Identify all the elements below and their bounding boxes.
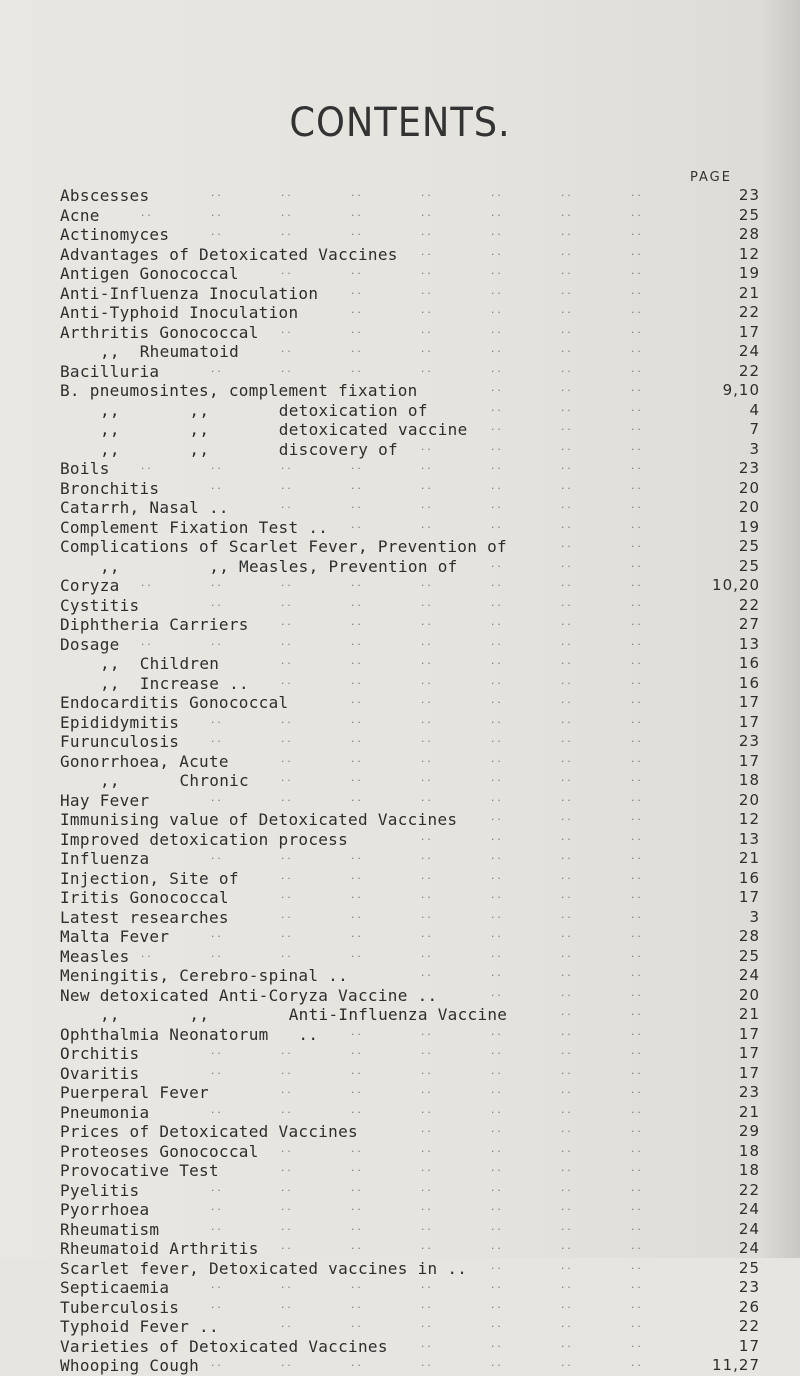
leader-dots: .. .. .. .. .. <box>350 306 643 316</box>
entry-page-number: 12 <box>738 244 760 263</box>
entry-page-number: 11,27 <box>712 1356 760 1374</box>
entry-page-number: 19 <box>738 264 760 282</box>
leader-dots: .. .. .. .. .. .. .. .. <box>140 637 643 648</box>
entry-page-number: 25 <box>738 946 760 965</box>
leader-dots: .. .. .. .. .. .. .. <box>210 1066 643 1077</box>
entry-title: Gonorrhoea, Acute <box>60 751 229 771</box>
leader-dots: .. .. .. <box>490 423 643 433</box>
entry-page-number: 24 <box>738 342 760 360</box>
contents-entry <box>60 849 760 869</box>
leader-dots: .. .. .. .. .. .. <box>280 267 643 277</box>
entry-title: Acne <box>60 205 100 225</box>
leader-dots: .. .. .. .. .. <box>350 286 643 297</box>
leader-dots: .. .. .. .. .. .. .. <box>210 735 643 745</box>
entry-page-number: 20 <box>738 790 760 809</box>
entry-title: Advantages of Detoxicated Vaccines <box>60 244 398 264</box>
contents-entry <box>60 830 760 850</box>
entry-page-number: 21 <box>738 283 760 302</box>
leader-dots: .. .. .. .. .. .. <box>280 657 643 667</box>
contents-entry <box>60 713 760 733</box>
entry-title: Septicaemia <box>60 1278 170 1297</box>
entry-page-number: 23 <box>738 459 760 477</box>
entry-title: ,, Rheumatoid <box>100 342 240 361</box>
entry-title: Complications of Scarlet Fever, Prevention of <box>60 537 507 556</box>
entry-title: Coryza <box>60 576 120 595</box>
leader-dots: .. .. .. .. .. .. .. <box>210 189 643 199</box>
entry-title: B. pneumosintes, complement fixation <box>60 381 418 400</box>
entry-page-number: 25 <box>738 205 760 224</box>
entry-page-number: 12 <box>738 810 760 828</box>
entry-page-number: 24 <box>738 1200 760 1218</box>
leader-dots: .. .. .. .. .. .. .. <box>210 1183 643 1194</box>
contents-entry <box>60 654 760 674</box>
contents-entry <box>60 908 760 928</box>
contents-entry <box>60 596 760 616</box>
entry-page-number: 13 <box>738 829 760 848</box>
entry-page-number: 21 <box>738 849 760 867</box>
leader-dots: .. .. <box>560 1008 643 1018</box>
contents-entry <box>60 225 760 245</box>
leader-dots: .. .. .. .. .. .. .. <box>210 715 643 726</box>
leader-dots: .. .. .. .. <box>420 969 643 979</box>
leader-dots: .. .. .. .. .. <box>350 696 643 706</box>
leader-dots: .. .. .. .. .. .. .. <box>210 930 643 940</box>
leader-dots: .. .. .. .. .. .. <box>280 501 643 511</box>
entry-title: Tuberculosis <box>60 1297 180 1317</box>
entry-page-number: 20 <box>738 985 760 1004</box>
entry-page-number: 21 <box>738 1005 760 1023</box>
contents-entry <box>60 986 760 1006</box>
contents-entry <box>60 1278 760 1298</box>
entry-title: Antigen Gonococcal <box>60 264 239 283</box>
contents-entry <box>60 888 760 908</box>
entry-title: Orchitis <box>60 1044 140 1063</box>
entry-title: ,, ,, detoxicated vaccine <box>100 420 468 439</box>
page-column-label: PAGE <box>690 170 732 185</box>
contents-entry <box>60 537 760 557</box>
leader-dots: .. .. .. .. .. .. <box>280 345 643 355</box>
contents-entry <box>60 1064 760 1084</box>
contents-entry <box>60 518 760 538</box>
contents-entry <box>60 1337 760 1357</box>
entry-title: Epididymitis <box>60 712 180 732</box>
entry-title: Proteoses Gonococcal <box>60 1141 259 1161</box>
contents-entry <box>60 869 760 889</box>
entry-page-number: 17 <box>738 751 760 770</box>
entry-page-number: 26 <box>738 1297 760 1316</box>
entry-title: Dosage <box>60 634 120 654</box>
entry-page-number: 10,20 <box>712 576 760 594</box>
entry-title: Latest researches <box>60 907 229 927</box>
entry-title: Arthritis Gonococcal <box>60 322 259 342</box>
leader-dots: .. .. .. .. <box>420 442 643 453</box>
contents-entry <box>60 1181 760 1201</box>
leader-dots: .. .. .. .. .. .. <box>280 1320 643 1330</box>
leader-dots: .. .. .. .. .. .. .. <box>210 793 643 804</box>
contents-entry <box>60 1259 760 1279</box>
contents-entry <box>60 1317 760 1337</box>
leader-dots: .. .. .. .. .. .. <box>280 1144 643 1155</box>
leader-dots: .. .. .. .. .. .. .. <box>210 1281 643 1291</box>
contents-entry <box>60 693 760 713</box>
leader-dots: .. .. .. .. <box>420 247 643 258</box>
contents-entry <box>60 420 760 440</box>
entry-page-number: 19 <box>738 517 760 536</box>
entry-page-number: 17 <box>738 1024 760 1043</box>
contents-entry <box>60 479 760 499</box>
entry-page-number: 3 <box>749 907 760 926</box>
entry-page-number: 17 <box>738 1044 760 1062</box>
leader-dots: .. .. .. .. <box>420 1339 643 1350</box>
leader-dots: .. .. .. .. .. .. <box>280 1086 643 1096</box>
entry-title: Ophthalmia Neonatorum .. <box>60 1024 319 1044</box>
entry-page-number: 25 <box>738 556 760 575</box>
entry-title: Bronchitis <box>60 478 160 498</box>
entry-title: Malta Fever <box>60 927 170 946</box>
contents-entry <box>60 1239 760 1259</box>
entry-page-number: 22 <box>738 1180 760 1199</box>
contents-entry <box>60 674 760 694</box>
leader-dots: .. .. .. <box>490 988 643 999</box>
contents-entry <box>60 1122 760 1142</box>
entry-page-number: 18 <box>738 771 760 789</box>
entry-title: ,, ,, discovery of <box>100 439 398 459</box>
entry-title: Diphtheria Carriers <box>60 615 249 634</box>
entry-page-number: 20 <box>738 498 760 516</box>
entry-page-number: 25 <box>738 537 760 555</box>
entry-title: Anti-Typhoid Inoculation <box>60 303 299 322</box>
entry-title: ,, ,, Anti-Influenza Vaccine <box>100 1005 508 1024</box>
contents-entry <box>60 1044 760 1064</box>
contents-entry <box>60 1103 760 1123</box>
contents-entry <box>60 966 760 986</box>
entry-title: Varieties of Detoxicated Vaccines <box>60 1336 388 1356</box>
contents-entry <box>60 947 760 967</box>
leader-dots: .. .. .. .. .. .. .. <box>210 1300 643 1311</box>
leader-dots: .. .. .. .. .. .. .. <box>210 481 643 492</box>
contents-entry <box>60 1161 760 1181</box>
entry-page-number: 9,10 <box>722 381 760 399</box>
page-title: CONTENTS. <box>289 100 511 146</box>
entry-title: ,, ,, detoxication of <box>100 400 428 420</box>
entry-page-number: 17 <box>738 1336 760 1355</box>
entry-title: ,, ,, Measles, Prevention of <box>100 556 458 576</box>
leader-dots: .. .. .. .. .. .. .. <box>210 598 643 609</box>
entry-title: Bacilluria <box>60 361 160 381</box>
contents-entry <box>60 752 760 772</box>
contents-entry <box>60 557 760 577</box>
entry-title: Cystitis <box>60 595 140 615</box>
entry-page-number: 25 <box>738 1258 760 1277</box>
entry-title: Abscesses <box>60 186 150 205</box>
entry-title: Anti-Influenza Inoculation <box>60 283 319 303</box>
entry-title: Endocarditis Gonococcal <box>60 693 289 712</box>
contents-entry <box>60 1220 760 1240</box>
contents-entry <box>60 303 760 323</box>
entry-page-number: 17 <box>738 322 760 341</box>
contents-entry <box>60 771 760 791</box>
leader-dots: .. .. .. .. .. .. .. <box>210 1105 643 1116</box>
entry-page-number: 24 <box>738 1239 760 1257</box>
entry-title: Rheumatoid Arthritis <box>60 1239 259 1258</box>
entry-title: Provocative Test <box>60 1161 219 1180</box>
entry-page-number: 18 <box>738 1141 760 1160</box>
entry-title: Complement Fixation Test .. <box>60 517 329 537</box>
entry-page-number: 17 <box>738 888 760 906</box>
entry-page-number: 4 <box>749 400 760 419</box>
entry-page-number: 13 <box>738 634 760 653</box>
entry-page-number: 28 <box>738 225 760 243</box>
leader-dots: .. .. .. .. <box>420 1125 643 1135</box>
entry-page-number: 21 <box>738 1102 760 1121</box>
contents-entry <box>60 186 760 206</box>
entry-page-number: 23 <box>738 186 760 204</box>
leader-dots: .. .. .. <box>490 403 643 414</box>
entry-page-number: 20 <box>738 478 760 497</box>
contents-entry <box>60 381 760 401</box>
leader-dots: .. .. <box>560 540 643 550</box>
leader-dots: .. .. .. .. .. .. <box>280 754 643 765</box>
entry-title: Whooping Cough <box>60 1356 200 1375</box>
contents-entry <box>60 498 760 518</box>
contents-entry <box>60 1356 760 1376</box>
contents-entry <box>60 342 760 362</box>
entry-title: Typhoid Fever .. <box>60 1317 219 1336</box>
entry-page-number: 23 <box>738 1083 760 1101</box>
entry-title: New detoxicated Anti-Coryza Vaccine .. <box>60 985 438 1005</box>
entry-title: Pyorrhoea <box>60 1200 150 1219</box>
leader-dots: .. .. .. .. .. <box>350 1027 643 1038</box>
contents-entry <box>60 284 760 304</box>
leader-dots: .. .. .. .. .. .. <box>280 774 643 784</box>
leader-dots: .. .. .. <box>490 813 643 823</box>
leader-dots: .. .. .. .. .. .. <box>280 910 643 921</box>
entry-title: Injection, Site of <box>60 868 239 888</box>
contents-entry <box>60 927 760 947</box>
leader-dots: .. .. .. .. .. .. <box>280 676 643 687</box>
leader-dots: .. .. .. .. .. <box>350 520 643 531</box>
entry-page-number: 28 <box>738 927 760 945</box>
leader-dots: .. .. .. <box>490 1261 643 1272</box>
entry-page-number: 22 <box>738 303 760 321</box>
leader-dots: .. .. .. .. .. .. .. .. <box>140 579 643 589</box>
leader-dots: .. .. .. .. .. .. .. .. <box>140 208 643 219</box>
contents-entry <box>60 323 760 343</box>
entry-page-number: 18 <box>738 1161 760 1179</box>
entry-page-number: 23 <box>738 732 760 750</box>
leader-dots: .. .. .. .. .. .. .. <box>210 1047 643 1057</box>
leader-dots: .. .. .. .. .. .. <box>280 891 643 901</box>
entry-page-number: 16 <box>738 654 760 672</box>
leader-dots: .. .. .. .. .. .. .. <box>210 364 643 375</box>
entry-title: Pyelitis <box>60 1180 140 1200</box>
contents-entry <box>60 440 760 460</box>
leader-dots: .. .. .. .. .. .. .. <box>210 228 643 238</box>
contents-entry <box>60 732 760 752</box>
leader-dots: .. .. .. .. .. .. <box>280 1242 643 1252</box>
entry-page-number: 7 <box>749 420 760 438</box>
entry-page-number: 23 <box>738 1278 760 1296</box>
contents-entry <box>60 791 760 811</box>
contents-entry <box>60 1083 760 1103</box>
leader-dots: .. .. .. <box>490 559 643 570</box>
leader-dots: .. .. .. .. <box>420 832 643 843</box>
leader-dots: .. .. .. .. .. .. .. .. <box>140 462 643 472</box>
entry-title: Rheumatism <box>60 1219 160 1239</box>
entry-page-number: 22 <box>738 595 760 614</box>
leader-dots: .. .. .. .. .. .. .. <box>210 1203 643 1213</box>
entry-title: Actinomyces <box>60 225 170 244</box>
entry-title: Scarlet fever, Detoxicated vaccines in .. <box>60 1258 468 1278</box>
entry-title: Iritis Gonococcal <box>60 888 229 907</box>
entry-page-number: 17 <box>738 693 760 711</box>
contents-entry <box>60 1142 760 1162</box>
entry-title: ,, Chronic <box>100 771 249 790</box>
entry-page-number: 17 <box>738 712 760 731</box>
entry-title: Puerperal Fever <box>60 1083 209 1102</box>
entry-title: ,, Children <box>100 654 220 673</box>
leader-dots: .. .. .. .. .. .. .. .. <box>140 949 643 960</box>
leader-dots: .. .. .. .. .. .. .. <box>210 1359 643 1369</box>
entry-title: Hay Fever <box>60 790 150 810</box>
entry-title: Boils <box>60 459 110 478</box>
contents-entry <box>60 635 760 655</box>
leader-dots: .. .. .. .. .. .. <box>280 618 643 628</box>
entry-title: ,, Increase .. <box>100 673 249 693</box>
entry-page-number: 27 <box>738 615 760 633</box>
contents-entry <box>60 1298 760 1318</box>
entry-title: Ovaritis <box>60 1063 140 1083</box>
entry-title: Catarrh, Nasal .. <box>60 498 229 517</box>
leader-dots: .. .. .. .. .. .. <box>280 1164 643 1174</box>
contents-entry <box>60 1200 760 1220</box>
entry-page-number: 16 <box>738 673 760 692</box>
entry-title: Immunising value of Detoxicated Vaccines <box>60 810 458 829</box>
leader-dots: .. .. .. .. .. .. <box>280 325 643 336</box>
contents-list <box>60 186 760 1376</box>
entry-title: Furunculosis <box>60 732 180 751</box>
contents-entry <box>60 1025 760 1045</box>
entry-page-number: 22 <box>738 361 760 380</box>
entry-title: Improved detoxication process <box>60 829 349 849</box>
entry-page-number: 24 <box>738 966 760 984</box>
entry-title: Measles <box>60 946 130 966</box>
entry-page-number: 17 <box>738 1063 760 1082</box>
entry-page-number: 16 <box>738 868 760 887</box>
contents-entry <box>60 264 760 284</box>
contents-entry <box>60 362 760 382</box>
contents-entry <box>60 401 760 421</box>
entry-title: Prices of Detoxicated Vaccines <box>60 1122 358 1141</box>
entry-page-number: 29 <box>738 1122 760 1140</box>
entry-title: Meningitis, Cerebro-spinal .. <box>60 966 349 985</box>
leader-dots: .. .. .. .. .. .. .. <box>210 1222 643 1233</box>
contents-entry <box>60 206 760 226</box>
contents-entry <box>60 810 760 830</box>
contents-entry <box>60 576 760 596</box>
leader-dots: .. .. .. .. .. .. <box>280 871 643 882</box>
entry-page-number: 24 <box>738 1219 760 1238</box>
contents-entry <box>60 1005 760 1025</box>
entry-title: Pneumonia <box>60 1102 150 1122</box>
entry-page-number: 3 <box>749 439 760 458</box>
contents-entry <box>60 459 760 479</box>
contents-entry <box>60 615 760 635</box>
leader-dots: .. .. .. .. .. .. .. <box>210 852 643 862</box>
entry-page-number: 22 <box>738 1317 760 1335</box>
leader-dots: .. .. .. <box>490 384 643 394</box>
contents-entry <box>60 245 760 265</box>
entry-title: Influenza <box>60 849 150 868</box>
